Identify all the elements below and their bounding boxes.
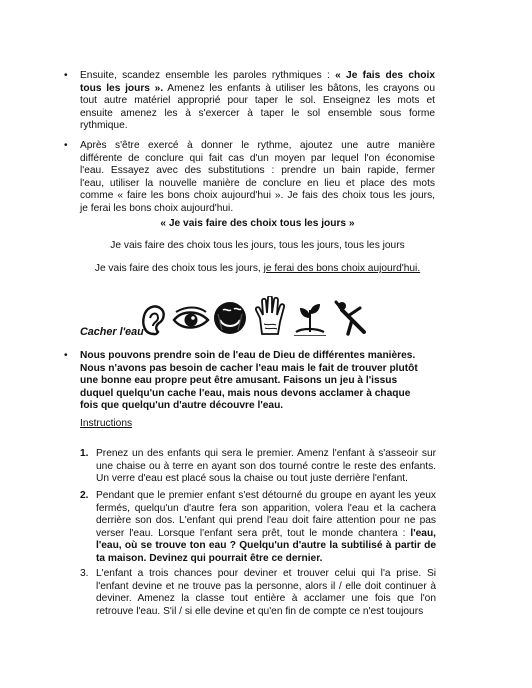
text-run: rythmique. — [80, 120, 128, 132]
text-line — [80, 153, 435, 166]
text-line — [96, 515, 436, 528]
hand-icon — [256, 296, 284, 334]
intro-line: duquel quelqu'un cache l'eau, mais nous devons acclamer à chaque — [80, 387, 411, 399]
chant-line: Je vais faire des choix tous les jours, tous les jours, tous les jours — [110, 240, 405, 251]
step-text — [96, 490, 436, 566]
intro-line: Nous n'avons pas besoin de cacher l'eau mais le fait de trouver plutôt — [80, 362, 418, 374]
icon-strip — [138, 296, 400, 336]
intro-line: Nous pouvons prendre soin de l'eau de Dieu de différentes manières. — [80, 350, 416, 361]
paragraph — [80, 140, 435, 216]
bullet-symbol: • — [64, 350, 68, 361]
text-line — [80, 165, 435, 178]
text-run: derrière son dos. L'enfant qui prend l'eau doit faire attention pour ne pas — [96, 515, 436, 527]
text-line — [80, 178, 435, 191]
text-run: l'eau, utiliser la nouvelle manière de conclure en lieu et place des mots — [80, 177, 435, 189]
numbered-step — [80, 448, 436, 486]
text-run: comme « faire les bons choix aujourd'hui ». Je fais des choix tous les jours, — [80, 190, 435, 202]
text-run: Pendant que le premier enfant s'est détourné du groupe en ayant les yeux — [96, 490, 436, 501]
text-line — [80, 120, 435, 133]
numbered-step — [80, 490, 436, 566]
chant-line-underlined: je ferai des bons choix aujourd'hui. — [263, 263, 421, 274]
text-run: l'eau. Essayez avec des substitutions : prendre un bain rapide, fermer — [80, 165, 435, 177]
text-run: une chaise ou à terre en ayant son dos tourné contre le reste des enfants. — [96, 460, 436, 472]
instructions-label: Instructions — [80, 418, 133, 429]
text-line — [96, 503, 436, 516]
text-line — [96, 553, 436, 566]
text-line — [96, 540, 436, 553]
intro-line: une bonne eau propre peut être amusant. Faisons un jeu à l'issus — [80, 375, 398, 387]
text-line — [96, 568, 436, 581]
ear-icon — [143, 306, 163, 334]
step-number: 2. — [80, 490, 89, 501]
text-line — [96, 606, 436, 619]
bold-text: « Je fais des choix — [335, 70, 435, 81]
text-line — [96, 593, 436, 606]
step-text — [96, 568, 436, 618]
text-line — [96, 528, 436, 541]
text-run: L'enfant a trois chances pour deviner et trouver celui qui l'a prise. Si — [96, 568, 436, 579]
text-line — [80, 108, 435, 121]
intro-bullet — [64, 350, 435, 413]
text-line — [80, 95, 435, 108]
text-run: deviner. Amenez la classe tout entière à acclamer une fois que l'on — [96, 593, 436, 605]
text-run: Ensuite, scandez ensemble les paroles rythmiques : — [80, 70, 336, 81]
mouth-icon — [214, 302, 246, 334]
text-line — [96, 473, 436, 486]
eye-icon — [174, 308, 208, 328]
chant-line — [80, 263, 435, 276]
step-text — [96, 448, 436, 486]
numbered-step — [80, 568, 436, 618]
chant-title: « Je vais faire des choix tous les jours » — [160, 218, 355, 229]
text-run: Après s'être exercé à donner le rythme, ajoutez une autre manière — [80, 140, 435, 151]
text-line — [96, 490, 436, 503]
text-run: différente de conclure qui fait cas d'un moyen par lequel l'on économise — [80, 152, 435, 164]
bullet-item — [64, 140, 435, 216]
step-number: 3. — [80, 568, 89, 579]
text-line — [80, 70, 435, 83]
stretching-figure-icon — [336, 302, 364, 334]
bullet-item — [64, 70, 435, 133]
bullet-symbol: • — [64, 70, 68, 81]
text-run: retrouve l'eau. S'il / si elle devine et qu'en fin de compte ce n'est toujours — [96, 605, 424, 617]
text-run: verser l'eau. Lorsque l'enfant sera prêt, tout le monde chantera : — [96, 527, 411, 539]
intro-line: fois que quelqu'un d'autre découvre l'eau. — [80, 400, 284, 412]
text-line — [96, 448, 436, 461]
text-run: l'enfant devine et ne trouve pas la personne, alors il / elle doit continuer à — [96, 580, 436, 592]
text-run: Amenez les enfants à utiliser les bâtons, les crayons ou — [163, 82, 435, 94]
text-run: Prenez un des enfants qui sera le premier. Amenz l'enfant à s'asseoir sur — [96, 448, 436, 459]
text-run: ensuite amenez les à s'exercer à taper le sol ensemble sous forme — [80, 107, 435, 119]
text-run: fermés, quelqu'un d'autre fera son apparition, volera l'eau et la cachera — [96, 502, 436, 514]
text-line — [80, 83, 435, 96]
text-run: Un verre d'eau est placé sous la chaise ou tout juste derrière l'enfant. — [96, 473, 408, 485]
text-line — [80, 190, 435, 203]
step-number: 1. — [80, 448, 89, 459]
text-run: je ferai les bons choix aujourd'hui. — [80, 202, 234, 214]
bold-text: ta maison. Devinez qui pourrait être ce dernier. — [96, 552, 323, 564]
bold-text: tous les jours ». — [80, 82, 164, 94]
text-line — [96, 461, 436, 474]
text-line — [80, 203, 435, 216]
text-line — [96, 581, 436, 594]
bold-text: l'eau, où se trouve ton eau ? Quelqu'un d'autre la subtilisé à partir de — [96, 540, 436, 552]
plant-icon — [294, 304, 326, 336]
text-run: tout autre matériel approprié pour taper le sol. Enseignez les mots et — [80, 95, 435, 107]
bold-text: l'eau, — [410, 527, 436, 539]
section-title: Cacher l'eau — [80, 326, 144, 338]
chant-line-text: Je vais faire des choix tous les jours, — [94, 263, 264, 274]
section-header — [80, 296, 460, 340]
text-line — [80, 140, 435, 153]
bullet-symbol: • — [64, 140, 68, 151]
paragraph — [80, 70, 435, 133]
